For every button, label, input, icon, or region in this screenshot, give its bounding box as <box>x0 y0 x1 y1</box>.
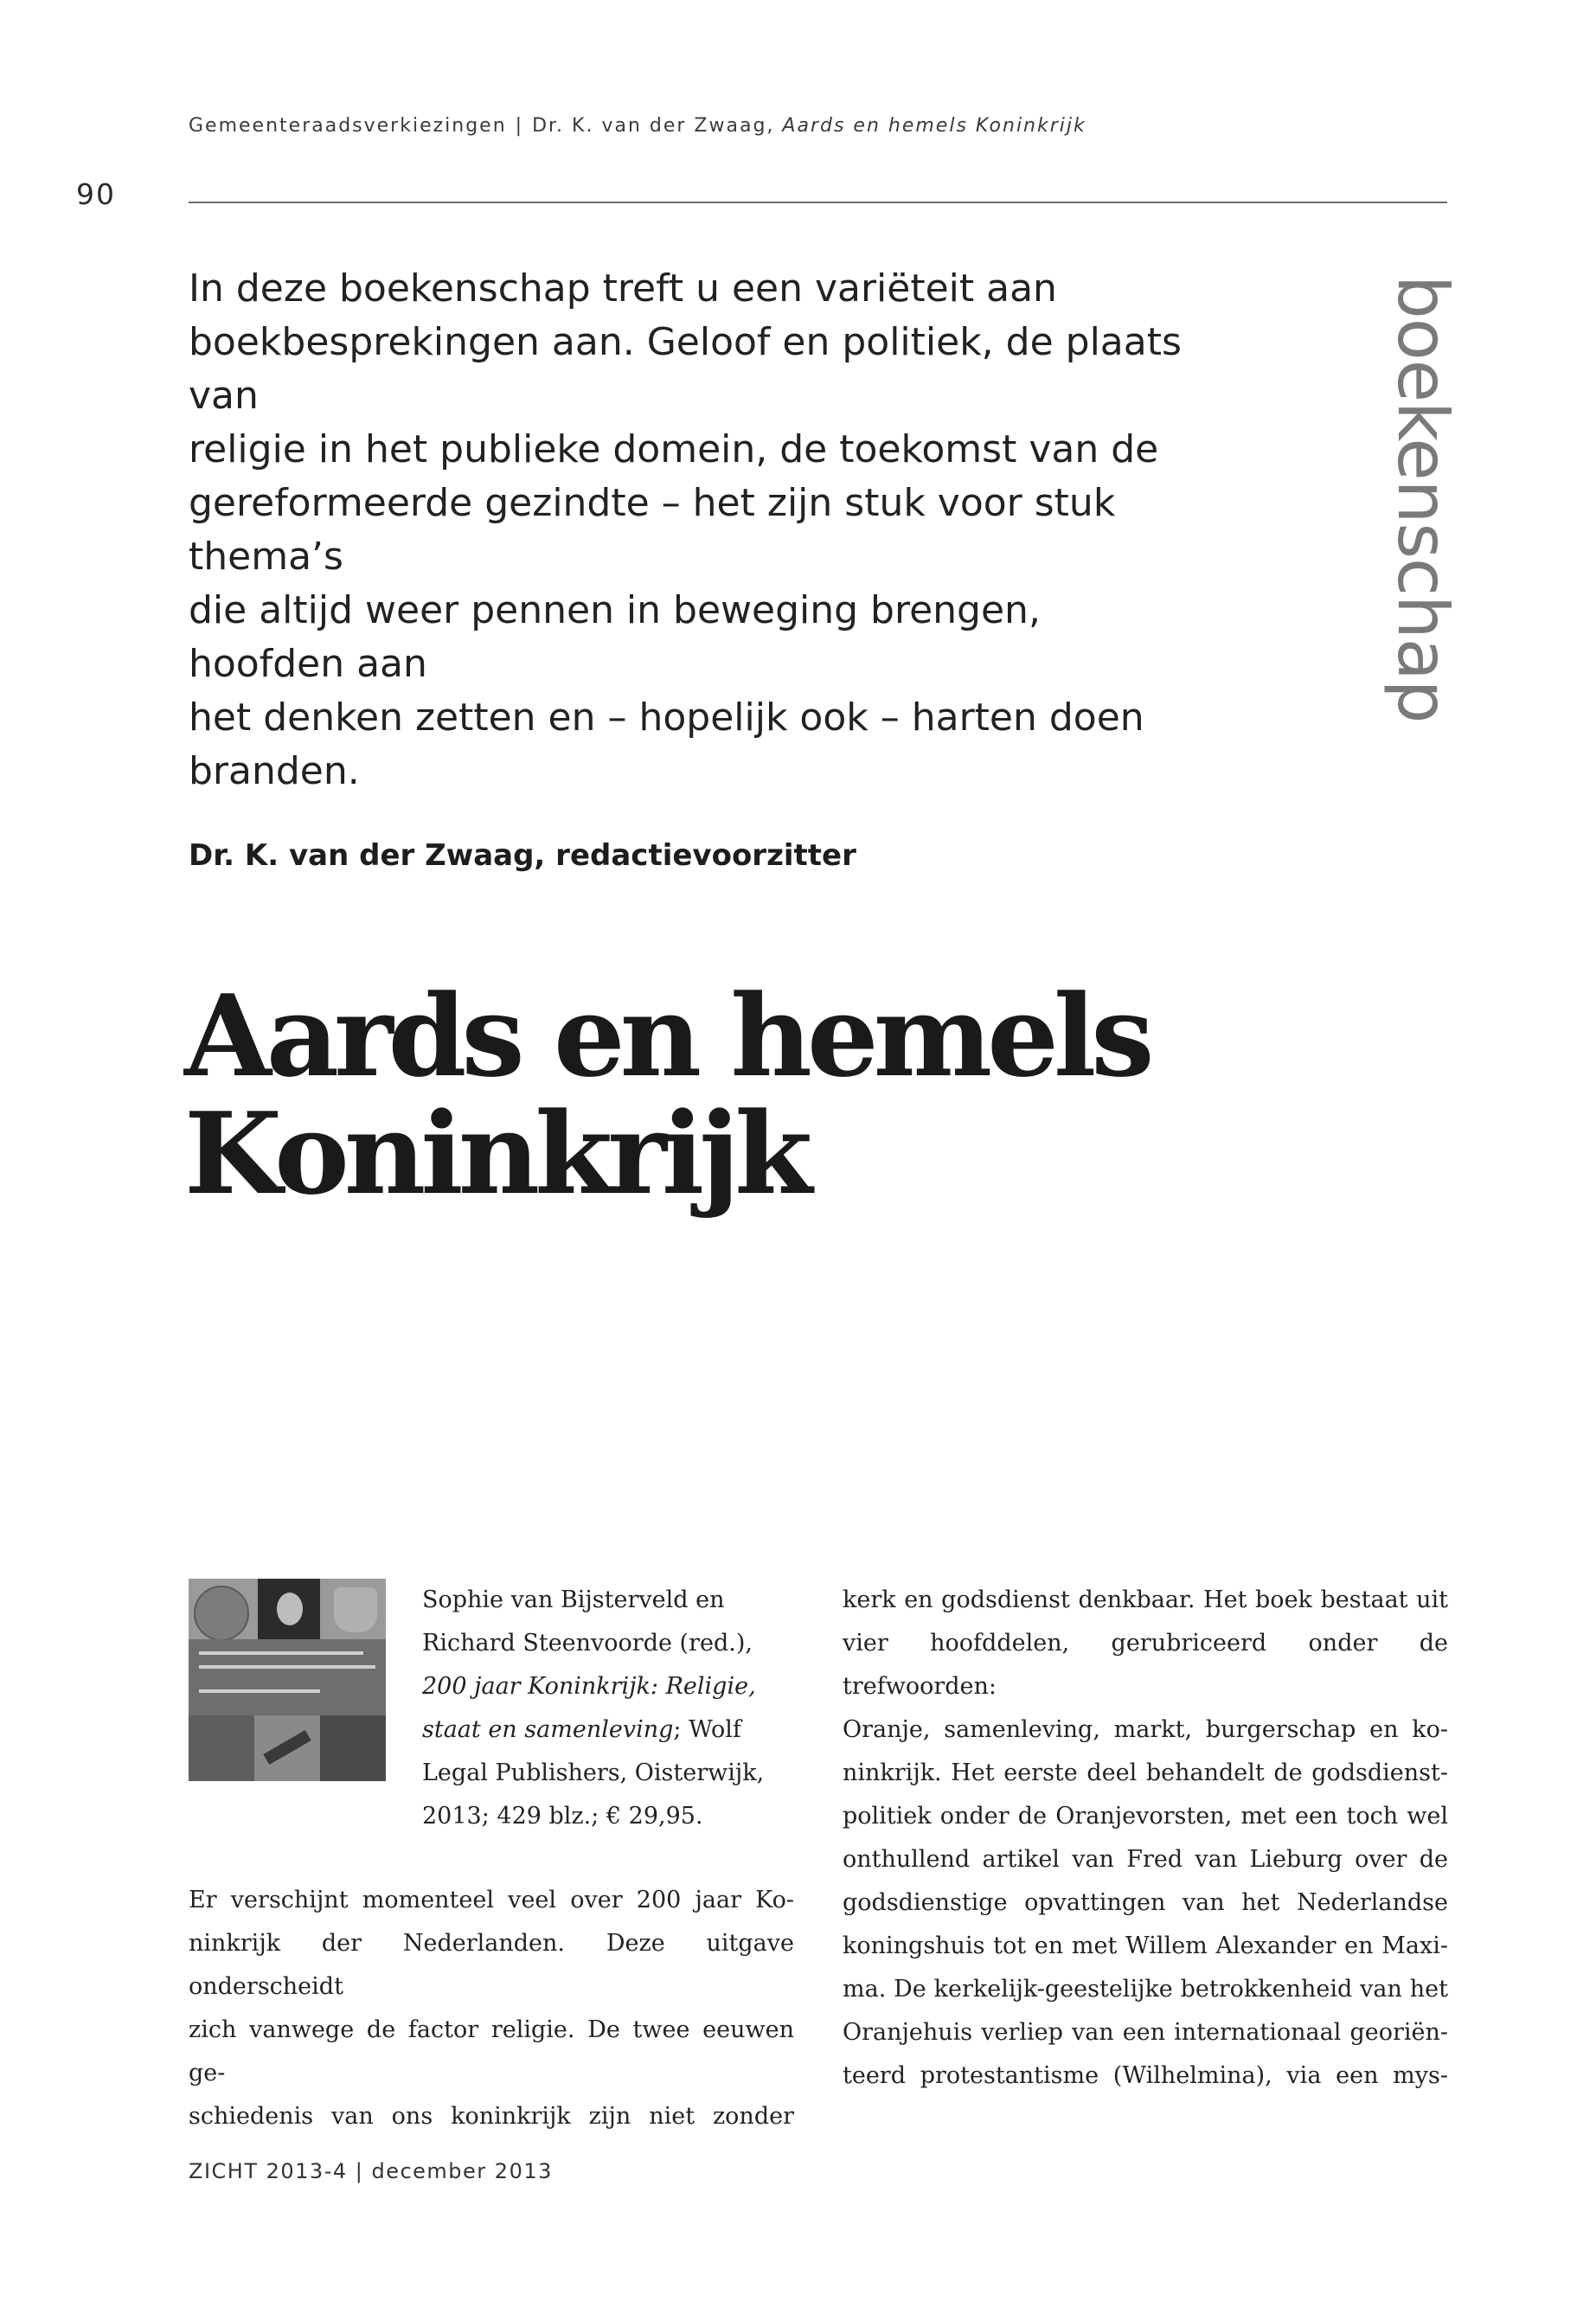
body-line: kerk en godsdienst denkbaar. Het boek bestaat uit <box>843 1586 1448 1613</box>
header-rule <box>189 202 1447 203</box>
article-title: Aards en hemels Koninkrijk <box>184 970 1150 1220</box>
header-title: Aards en hemels Koninkrijk <box>782 115 1086 137</box>
body-line: ninkrijk. Het eerste deel behandelt de godsdienst- <box>843 1759 1448 1786</box>
cover-tile-church <box>320 1715 386 1781</box>
cover-portrait <box>258 1579 320 1639</box>
section-label: boekenschap <box>1382 275 1463 723</box>
cover-tile-parliament <box>189 1715 254 1781</box>
cover-title-band <box>189 1639 386 1715</box>
body-line: Oranjehuis verliep van een internationaal georiën- <box>843 2019 1448 2046</box>
byline: Dr. K. van der Zwaag, redactievoorzitter <box>189 838 856 873</box>
book-authors: Sophie van Bijsterveld en Richard Steenvoorde (red.), <box>422 1586 753 1657</box>
intro-paragraph: In deze boekenschap treft u een variëteit aan boekbesprekingen aan. Geloof en politiek, de plaats van religie in het publieke domein, de toekomst van de gereformeerde gezindte – het zijn stuk voor stuk thema’s die altijd weer pennen in beweging brengen, hoofden aan het denken zetten en – hopelijk ook – harten doen branden. <box>189 266 1182 793</box>
body-column-right <box>843 1579 1448 2098</box>
cover-coin <box>194 1586 249 1641</box>
book-cover-image <box>189 1579 386 1781</box>
page-footer: ZICHT 2013-4 | december 2013 <box>189 2159 553 2183</box>
body-line: Oranje, samenleving, markt, burgerschap en ko- <box>843 1716 1448 1743</box>
cover-tile-hands <box>254 1715 320 1781</box>
book-title: 200 jaar Koninkrijk: Religie, staat en samenleving <box>422 1673 756 1743</box>
header-separator: | <box>515 115 524 137</box>
body-line: teerd protestantisme (Wilhelmina), via een mys- <box>843 2062 1448 2089</box>
running-header <box>189 115 1086 137</box>
book-publisher: ; Wolf Legal Publishers, Oisterwijk, 2013; 429 blz.; € 29,95. <box>422 1716 765 1830</box>
body-line: zich vanwege de factor religie. De twee eeuwen ge- <box>189 2016 794 2086</box>
body-line: onthullend artikel van Fred van Lieburg over de <box>843 1846 1448 1873</box>
body-line: godsdienstige opvattingen van het Nederlandse <box>843 1889 1448 1916</box>
page-number: 90 <box>76 177 116 211</box>
body-column-left <box>189 1879 794 2138</box>
body-line: koningshuis tot en met Willem Alexander en Maxi- <box>843 1932 1448 1959</box>
body-line: schiedenis van ons koninkrijk zijn niet zonder <box>189 2103 794 2130</box>
body-line: politiek onder de Oranjevorsten, met een toch wel <box>843 1803 1448 1830</box>
book-reference <box>422 1579 803 1838</box>
header-author: Dr. K. van der Zwaag, <box>532 115 775 137</box>
header-section: Gemeenteraadsverkiezingen <box>189 115 507 137</box>
body-line: vier hoofddelen, gerubriceerd onder de trefwoorden: <box>843 1630 1448 1700</box>
body-line: Er verschijnt momenteel veel over 200 jaar Ko- <box>189 1887 794 1913</box>
body-line: ninkrijk der Nederlanden. Deze uitgave onderscheidt <box>189 1930 794 2000</box>
body-line: ma. De kerkelijk-geestelijke betrokkenheid van het <box>843 1976 1448 2003</box>
cover-crest <box>334 1587 377 1632</box>
